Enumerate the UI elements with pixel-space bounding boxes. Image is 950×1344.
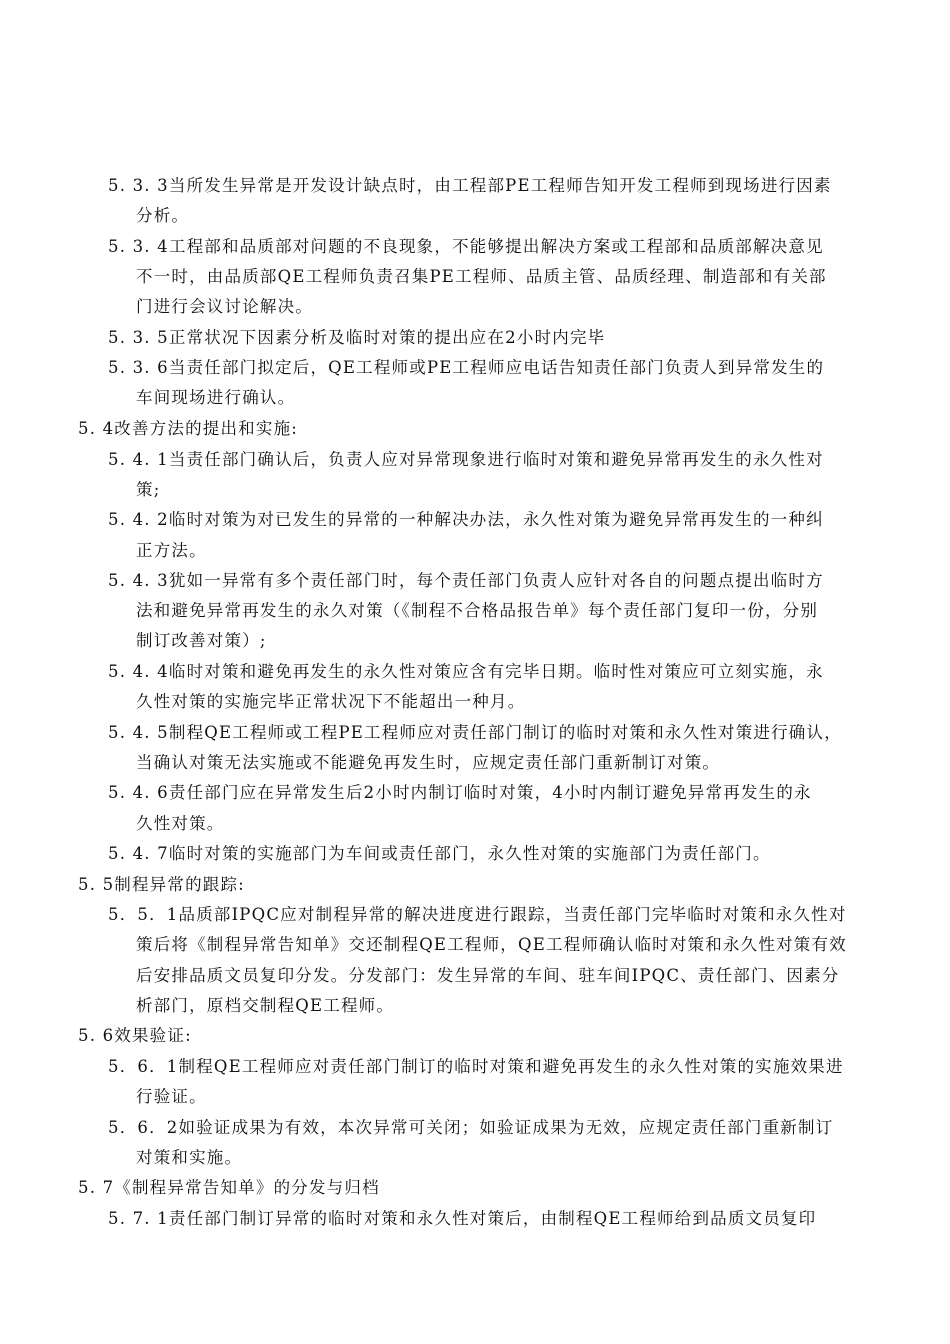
clause-5-6-1-cont: 行验证。 [136, 1087, 207, 1106]
clause-5-4-4-cont: 久性对策的实施完毕正常状况下不能超出一种月。 [136, 692, 526, 711]
clause-5-6-1: 5．6．1制程QE工程师应对责任部门制订的临时对策和避免再发生的永久性对策的实施效果进 [108, 1057, 844, 1076]
clause-5-6-2-cont: 对策和实施。 [136, 1148, 243, 1167]
clause-5-4-2-cont: 正方法。 [136, 541, 207, 560]
clause-5-3-3: 5. 3. 3当所发生异常是开发设计缺点时，由工程部PE工程师告知开发工程师到现场进行因素 [108, 176, 832, 195]
clause-5-6-2: 5．6．2如验证成果为有效，本次异常可关闭；如验证成果为无效，应规定责任部门重新制订 [108, 1118, 834, 1137]
clause-5-5-1-cont-3: 析部门，原档交制程QE工程师。 [136, 996, 395, 1015]
section-5-5-heading: 5. 5制程异常的跟踪: [78, 875, 245, 894]
clause-5-4-3-cont-1: 法和避免异常再发生的永久对策（《制程不合格品报告单》每个责任部门复印一份，分别 [136, 601, 819, 620]
clause-5-3-3-cont: 分析。 [136, 206, 190, 225]
clause-5-4-1: 5. 4. 1当责任部门确认后，负责人应对异常现象进行临时对策和避免异常再发生的永久性对 [108, 450, 824, 469]
clause-5-4-4: 5. 4. 4临时对策和避免再发生的永久性对策应含有完毕日期。临时性对策应可立刻实施，永 [108, 662, 824, 681]
clause-5-4-5-cont: 当确认对策无法实施或不能避免再发生时，应规定责任部门重新制订对策。 [136, 753, 721, 772]
clause-5-3-4-cont-2: 门进行会议讨论解决。 [136, 297, 313, 316]
clause-5-4-3: 5. 4. 3犹如一异常有多个责任部门时，每个责任部门负责人应针对各自的问题点提出临时方 [108, 571, 824, 590]
clause-5-7-1: 5. 7. 1责任部门制订异常的临时对策和永久性对策后，由制程QE工程师给到品质文员复印 [108, 1209, 817, 1228]
section-5-7-heading: 5. 7《制程异常告知单》的分发与归档 [78, 1178, 380, 1197]
clause-5-5-1: 5．5．1品质部IPQC应对制程异常的解决进度进行跟踪，当责任部门完毕临时对策和永久性对 [108, 905, 847, 924]
clause-5-3-4: 5. 3. 4工程部和品质部对问题的不良现象，不能够提出解决方案或工程部和品质部解决意见 [108, 237, 824, 256]
clause-5-3-5: 5. 3. 5正常状况下因素分析及临时对策的提出应在2小时内完毕 [108, 328, 606, 347]
clause-5-3-4-cont-1: 不一时，由品质部QE工程师负责召集PE工程师、品质主管、品质经理、制造部和有关部 [136, 267, 827, 286]
clause-5-3-6: 5. 3. 6当责任部门拟定后，QE工程师或PE工程师应电话告知责任部门负责人到异常发生的 [108, 358, 825, 377]
clause-5-4-2: 5. 4. 2临时对策为对已发生的异常的一种解决办法，永久性对策为避免异常再发生的一种纠 [108, 510, 824, 529]
clause-5-4-6: 5. 4. 6责任部门应在异常发生后2小时内制订临时对策，4小时内制订避免异常再发生的永 [108, 783, 812, 802]
clause-5-4-3-cont-2: 制订改善对策）; [136, 631, 267, 650]
clause-5-4-5: 5. 4. 5制程QE工程师或工程PE工程师应对责任部门制订的临时对策和永久性对策进行确认， [108, 723, 842, 742]
section-5-4-heading: 5. 4改善方法的提出和实施: [78, 419, 299, 438]
clause-5-4-7: 5. 4. 7临时对策的实施部门为车间或责任部门，永久性对策的实施部门为责任部门。 [108, 844, 771, 863]
section-5-6-heading: 5. 6效果验证: [78, 1026, 192, 1045]
clause-5-3-6-cont: 车间现场进行确认。 [136, 388, 296, 407]
clause-5-4-1-cont: 策; [136, 480, 161, 499]
clause-5-5-1-cont-1: 策后将《制程异常告知单》交还制程QE工程师，QE工程师确认临时对策和永久性对策有效 [136, 935, 847, 954]
clause-5-4-6-cont: 久性对策。 [136, 814, 225, 833]
clause-5-5-1-cont-2: 后安排品质文员复印分发。分发部门：发生异常的车间、驻车间IPQC、责任部门、因素分 [136, 966, 840, 985]
